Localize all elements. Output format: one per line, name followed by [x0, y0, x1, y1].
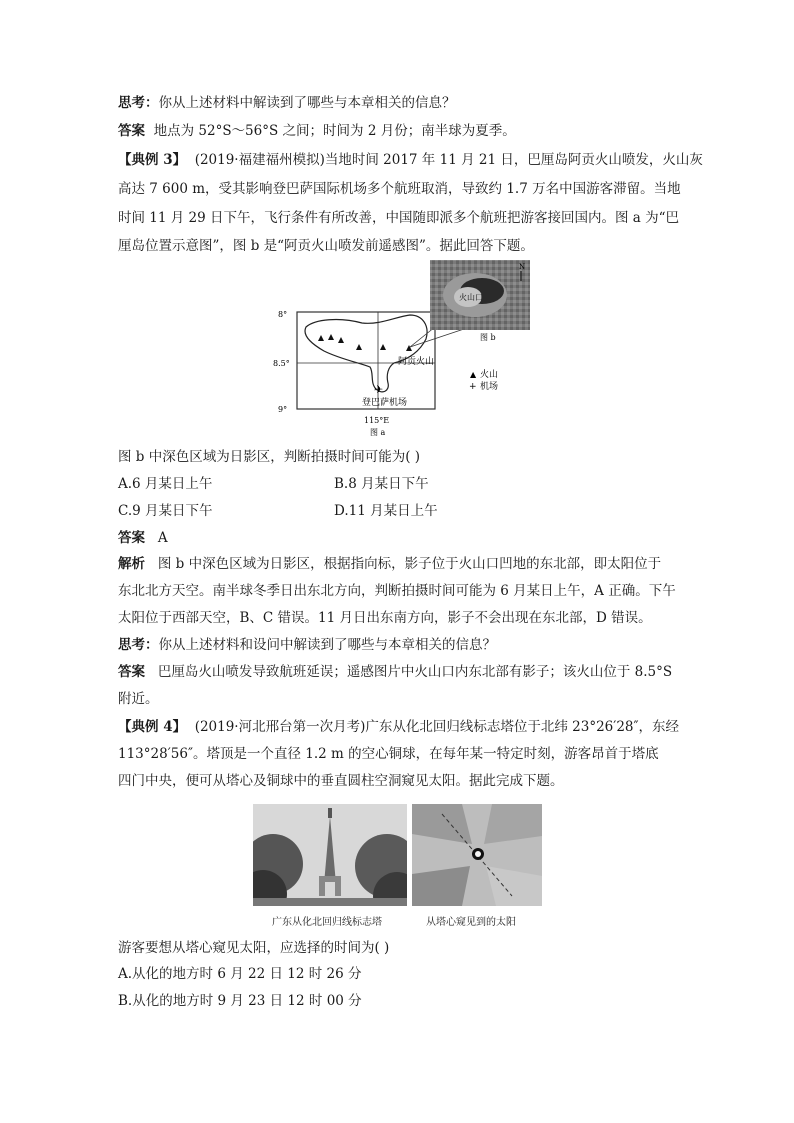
answer-3: [118, 528, 678, 548]
think-2: [118, 635, 678, 655]
answer-2-text: 巴厘岛火山喷发导致航班延误；遥感图片中火山口内东北部有影子；该火山位于 8.5°S: [157, 664, 673, 680]
example-4-text: (2019·河北邢台第一次月考)广东从化北回归线标志塔位于北纬 23°26′28″，东经: [194, 719, 680, 735]
example-3-text: (2019·福建福州模拟)当地时间 2017 年 11 月 21 日，巴厘岛阿贡火山喷发，火山灰: [194, 152, 703, 168]
option-a: A.6 月某日上午: [118, 476, 213, 492]
answer-1: [118, 121, 678, 141]
analysis-3-text: 图 b 中深色区域为日影区，根据指向标，影子位于火山口凹地的东北部，即太阳位于: [157, 556, 662, 572]
lon-label: 115°E: [364, 416, 390, 425]
tower-caption: 广东从化北回归线标志塔: [272, 917, 382, 928]
sun-caption: 从塔心窥见到的太阳: [426, 917, 516, 928]
answer-text: 地点为 52°S～56°S 之间；时间为 2 月份；南半球为夏季。: [153, 123, 516, 139]
example-3-line-1: [118, 150, 703, 170]
legend-volcano-icon: ▲: [470, 370, 477, 379]
answer-3-text: A: [157, 530, 168, 546]
example-3-line-2: 高达 7 600 m，受其影响登巴萨国际机场多个航班取消，导致约 1.7 万名中国游客滞留。当地: [118, 181, 681, 197]
bali-map-figure: [270, 255, 540, 440]
option-c: C.9 月某日下午: [118, 503, 213, 519]
example-4-line-1: [118, 717, 678, 737]
question-4: 游客要想从塔心窥见太阳，应选择的时间为( ): [118, 940, 390, 956]
example-3-line-3: 时间 11 月 29 日下午，飞行条件有所改善，中国随即派多个航班把游客接回国内。图 a 为“巴: [118, 210, 680, 226]
tower-photo: [253, 804, 407, 906]
analysis-3-line-2: 东北北方天空。南半球冬季日出东北方向，判断拍摄时间可能为 6 月某日上午，A 正确。下午: [118, 583, 676, 599]
lat-label-8-5: 8.5°: [273, 359, 290, 368]
think-label: 思考：: [118, 95, 159, 111]
volcano-label: 阿贡火山: [398, 357, 435, 367]
legend-airport: 机场: [480, 382, 499, 392]
fig-a-label: 图 a: [370, 428, 386, 437]
answer-3-label: 答案: [118, 530, 145, 546]
lat-label-8: 8°: [278, 310, 288, 319]
analysis-3-line-3: 太阳位于西部天空，B、C 错误。11 月日出东南方向，影子不会出现在东北部，D 错误。: [118, 610, 652, 626]
example-4-label: 【典例 4】: [118, 719, 187, 735]
airport-label: 登巴萨机场: [362, 398, 408, 408]
option-d: D.11 月某日上午: [334, 503, 438, 519]
think-2-label: 思考：: [118, 637, 159, 653]
analysis-3-line-1: [118, 554, 678, 574]
legend-airport-icon: +: [469, 382, 477, 392]
think-1: [118, 93, 678, 113]
legend-volcano: 火山: [480, 370, 499, 380]
airport-marker: ✈: [374, 383, 384, 396]
crater-label: 火山口: [459, 293, 483, 302]
think-text: 你从上述材料中解读到了哪些与本章相关的信息？: [158, 95, 456, 111]
fig-b-label: 图 b: [480, 333, 496, 342]
answer-2-line-1: [118, 662, 678, 682]
option-4-a: A.从化的地方时 6 月 22 日 12 时 26 分: [118, 966, 362, 982]
option-b: B.8 月某日下午: [334, 476, 429, 492]
north-label: N: [519, 263, 526, 271]
think-2-text: 你从上述材料和设问中解读到了哪些与本章相关的信息？: [158, 637, 496, 653]
answer-2-line-2: 附近。: [118, 691, 159, 707]
sun-icon: [475, 851, 481, 857]
example-3-line-4: 厘岛位置示意图”，图 b 是“阿贡火山喷发前遥感图”。据此回答下题。: [118, 238, 534, 254]
example-3-label: 【典例 3】: [118, 152, 187, 168]
question-3: 图 b 中深色区域为日影区，判断拍摄时间可能为( ): [118, 449, 421, 465]
option-4-b: B.从化的地方时 9 月 23 日 12 时 00 分: [118, 993, 362, 1009]
example-4-line-2: 113°28′56″。塔顶是一个直径 1.2 m 的空心铜球，在每年某一特定时刻，游客昂首于塔底: [118, 746, 659, 762]
answer-label: 答案: [118, 123, 145, 139]
satellite-image: [430, 260, 530, 330]
analysis-label: 解析: [118, 556, 145, 572]
example-4-line-3: 四门中央，便可从塔心及铜球中的垂直圆柱空洞窥见太阳。据此完成下题。: [118, 773, 564, 789]
answer-2-label: 答案: [118, 664, 145, 680]
sun-through-tower-photo: [412, 804, 542, 906]
lat-label-9: 9°: [278, 405, 288, 414]
